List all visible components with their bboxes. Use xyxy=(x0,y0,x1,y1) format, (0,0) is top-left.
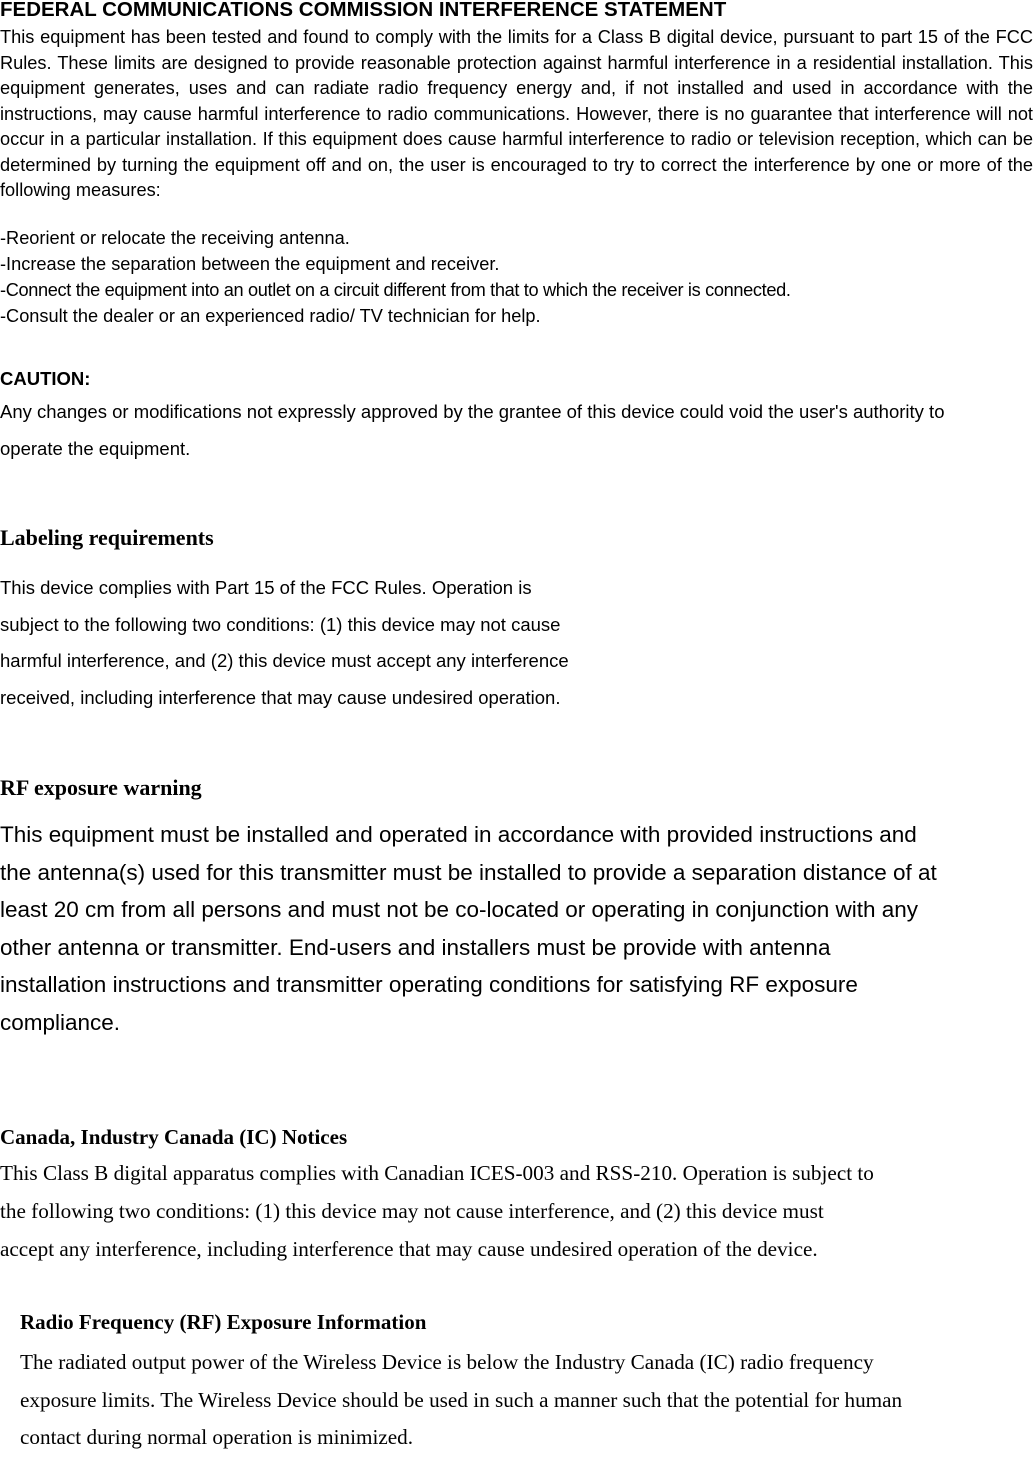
labeling-heading: Labeling requirements xyxy=(0,525,214,550)
text-line: The radiated output power of the Wireless Device is below the Industry Canada (IC) radio frequency xyxy=(20,1350,874,1374)
fcc-measures-list xyxy=(0,225,1034,329)
measure-item: -Consult the dealer or an experienced radio/ TV technician for help. xyxy=(0,306,541,326)
rf-exposure-info-text xyxy=(20,1344,902,1457)
caution-heading: CAUTION: xyxy=(0,368,91,389)
text-line: installation instructions and transmitter operating conditions for satisfying RF exposure xyxy=(0,972,858,997)
fcc-heading: FEDERAL COMMUNICATIONS COMMISSION INTERFERENCE STATEMENT xyxy=(0,0,727,21)
text-line: This device complies with Part 15 of the FCC Rules. Operation is xyxy=(0,577,532,598)
text-line: the following two conditions: (1) this device may not cause interference, and (2) this device must xyxy=(0,1199,824,1223)
rf-exposure-warning-text xyxy=(0,816,937,1041)
text-line: This equipment must be installed and operated in accordance with provided instructions and xyxy=(0,822,917,847)
caution-text: Any changes or modifications not expressly approved by the grantee of this device could void the user's authority to operate the equipment. xyxy=(0,401,945,459)
text-line: contact during normal operation is minimized. xyxy=(20,1425,414,1449)
text-line: least 20 cm from all persons and must not be co-located or operating in conjunction with any xyxy=(0,897,918,922)
rf-exposure-warning-heading: RF exposure warning xyxy=(0,775,202,800)
text-line: This Class B digital apparatus complies with Canadian ICES-003 and RSS-210. Operation is subject to xyxy=(0,1161,874,1185)
labeling-text xyxy=(0,570,569,716)
rf-exposure-info-heading: Radio Frequency (RF) Exposure Information xyxy=(20,1310,427,1334)
text-line: exposure limits. The Wireless Device should be used in such a manner such that the potential for human xyxy=(20,1387,903,1412)
text-line: other antenna or transmitter. End-users and installers must be provide with antenna xyxy=(0,934,831,960)
fcc-statement-text: This equipment has been tested and found to comply with the limits for a Class B digital device, pursuant to part 15 of the FCC Rules. These limits are designed to provide reasonable protection against harmful interference in a residential installation. This equipment generates, uses and can radiate radio frequency energy and, if not installed and used in accordance with the instructions, may cause harmful interference to radio communications. However, there is no guarantee that interference will not occur in a particular installation. If this equipment does cause harmful interference to radio or television reception, which can be determined by turning the equipment off and on, the user is encouraged to try to correct the interference by one or more of the following measures: xyxy=(0,27,1033,200)
text-line: subject to the following two conditions: (1) this device may not cause xyxy=(0,613,561,635)
measure-item: -Reorient or relocate the receiving antenna. xyxy=(0,228,350,248)
canada-ic-notices-text xyxy=(0,1154,874,1268)
canada-ic-notices-heading: Canada, Industry Canada (IC) Notices xyxy=(0,1125,348,1149)
measure-item: -Increase the separation between the equipment and receiver. xyxy=(0,254,500,274)
text-line: harmful interference, and (2) this device must accept any interference xyxy=(0,650,569,671)
measure-item: -Connect the equipment into an outlet on a circuit different from that to which the receiver is connected. xyxy=(0,280,791,300)
text-line: accept any interference, including interference that may cause undesired operation of the device. xyxy=(0,1237,818,1261)
text-line: compliance. xyxy=(0,1009,121,1035)
text-line: the antenna(s) used for this transmitter must be installed to provide a separation distance of at xyxy=(0,859,937,885)
text-line: received, including interference that may cause undesired operation. xyxy=(0,686,561,708)
